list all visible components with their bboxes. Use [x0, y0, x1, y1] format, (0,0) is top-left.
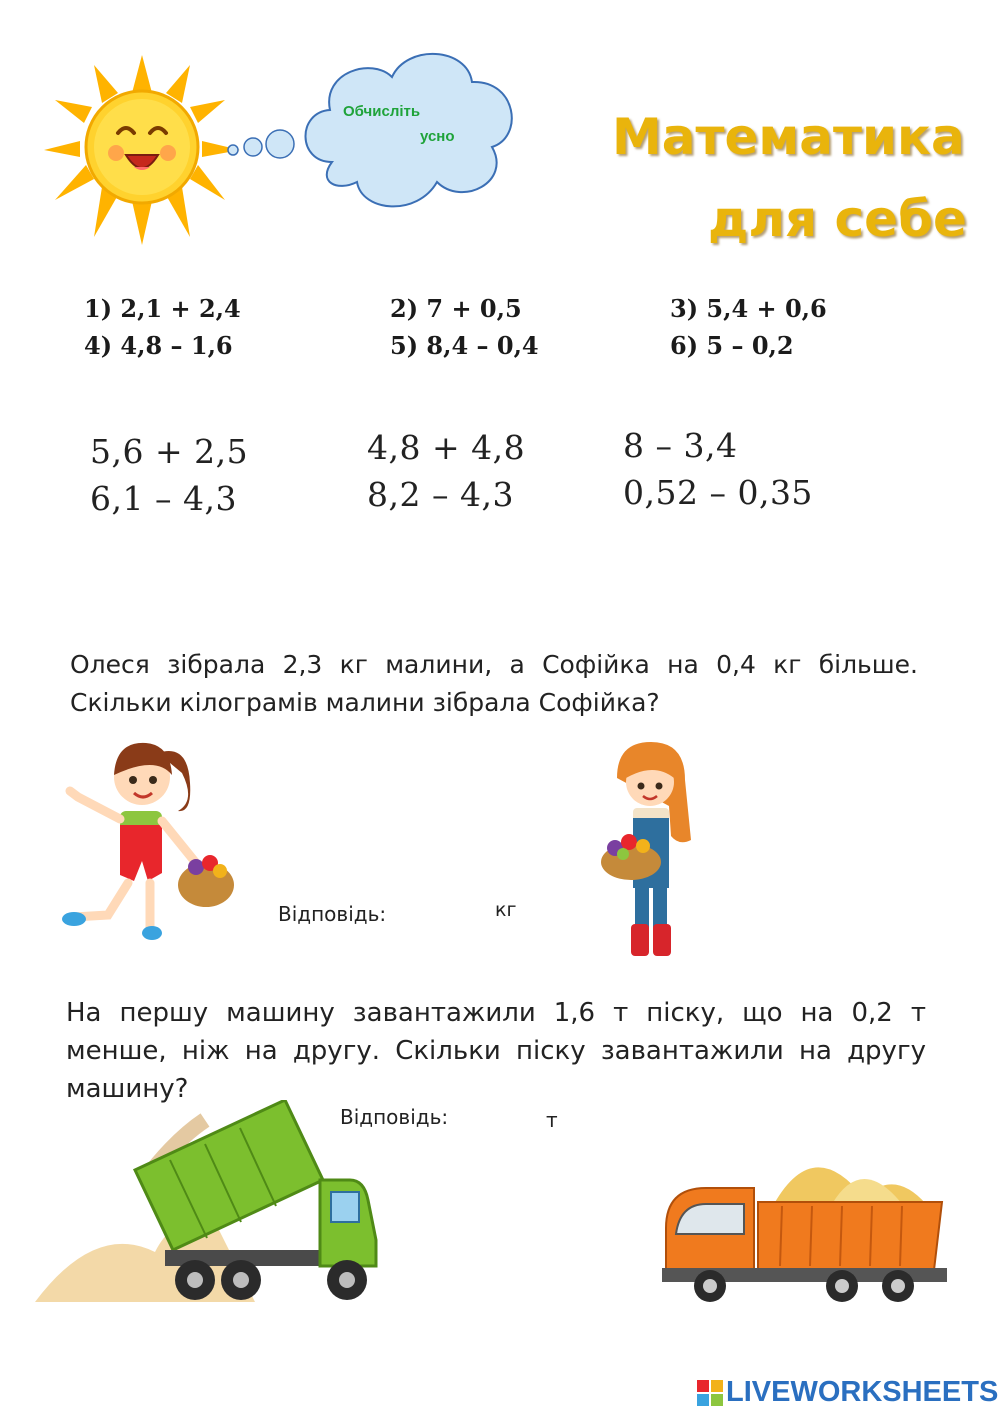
exercise-2: 2) 7 + 0,5	[390, 294, 522, 323]
exercise-set2-item: 0,52 – 0,35	[623, 473, 813, 512]
problem-1-answer-input[interactable]	[400, 898, 488, 926]
problem-1-answer-unit: кг	[495, 899, 517, 921]
orange-dump-truck-illustration	[662, 1140, 952, 1310]
exercise-set2-item: 8,2 – 4,3	[367, 475, 514, 514]
green-dump-truck-illustration	[35, 1100, 390, 1310]
exercise-5: 5) 8,4 – 0,4	[390, 331, 539, 360]
problem-1-text: Олеся зібрала 2,3 кг малини, а Софійка на 0,4 кг більше. Скільки кілограмів малини зібрала Софійка?	[70, 650, 918, 717]
exercise-1: 1) 2,1 + 2,4	[84, 294, 241, 323]
cloud-text-line2: усно	[420, 128, 455, 145]
exercise-set2-item: 6,1 – 4,3	[90, 479, 237, 518]
problem-2-answer-unit: т	[546, 1108, 558, 1132]
liveworksheets-logo-text[interactable]: LIVEWORKSHEETS	[726, 1376, 999, 1408]
cloud-text-line1: Обчисліть	[343, 103, 421, 120]
problem-2-answer-input[interactable]	[462, 1102, 542, 1130]
page-title-line2: для себе	[708, 190, 967, 248]
girl-with-basket-illustration	[58, 735, 248, 945]
exercise-set2-item: 8 – 3,4	[623, 426, 738, 465]
girl-with-fruit-basket-illustration	[595, 742, 705, 962]
problem-2-answer-label: Відповідь:	[340, 1105, 449, 1129]
exercise-set2-item: 4,8 + 4,8	[367, 428, 526, 467]
exercise-set2-item: 5,6 + 2,5	[90, 432, 249, 471]
thought-cloud	[292, 42, 527, 222]
problem-1-answer-label: Відповідь:	[278, 902, 387, 926]
page-title-line1: Математика	[612, 108, 965, 166]
exercise-4: 4) 4,8 – 1,6	[84, 331, 233, 360]
problem-2-text: На першу машину завантажили 1,6 т піску, що на 0,2 т менше, ніж на другу. Скільки піску завантажили на другу машину?	[66, 998, 926, 1104]
liveworksheets-logo-icon	[697, 1380, 723, 1406]
exercise-6: 6) 5 – 0,2	[670, 331, 794, 360]
sun-illustration	[40, 55, 245, 245]
exercise-3: 3) 5,4 + 0,6	[670, 294, 827, 323]
